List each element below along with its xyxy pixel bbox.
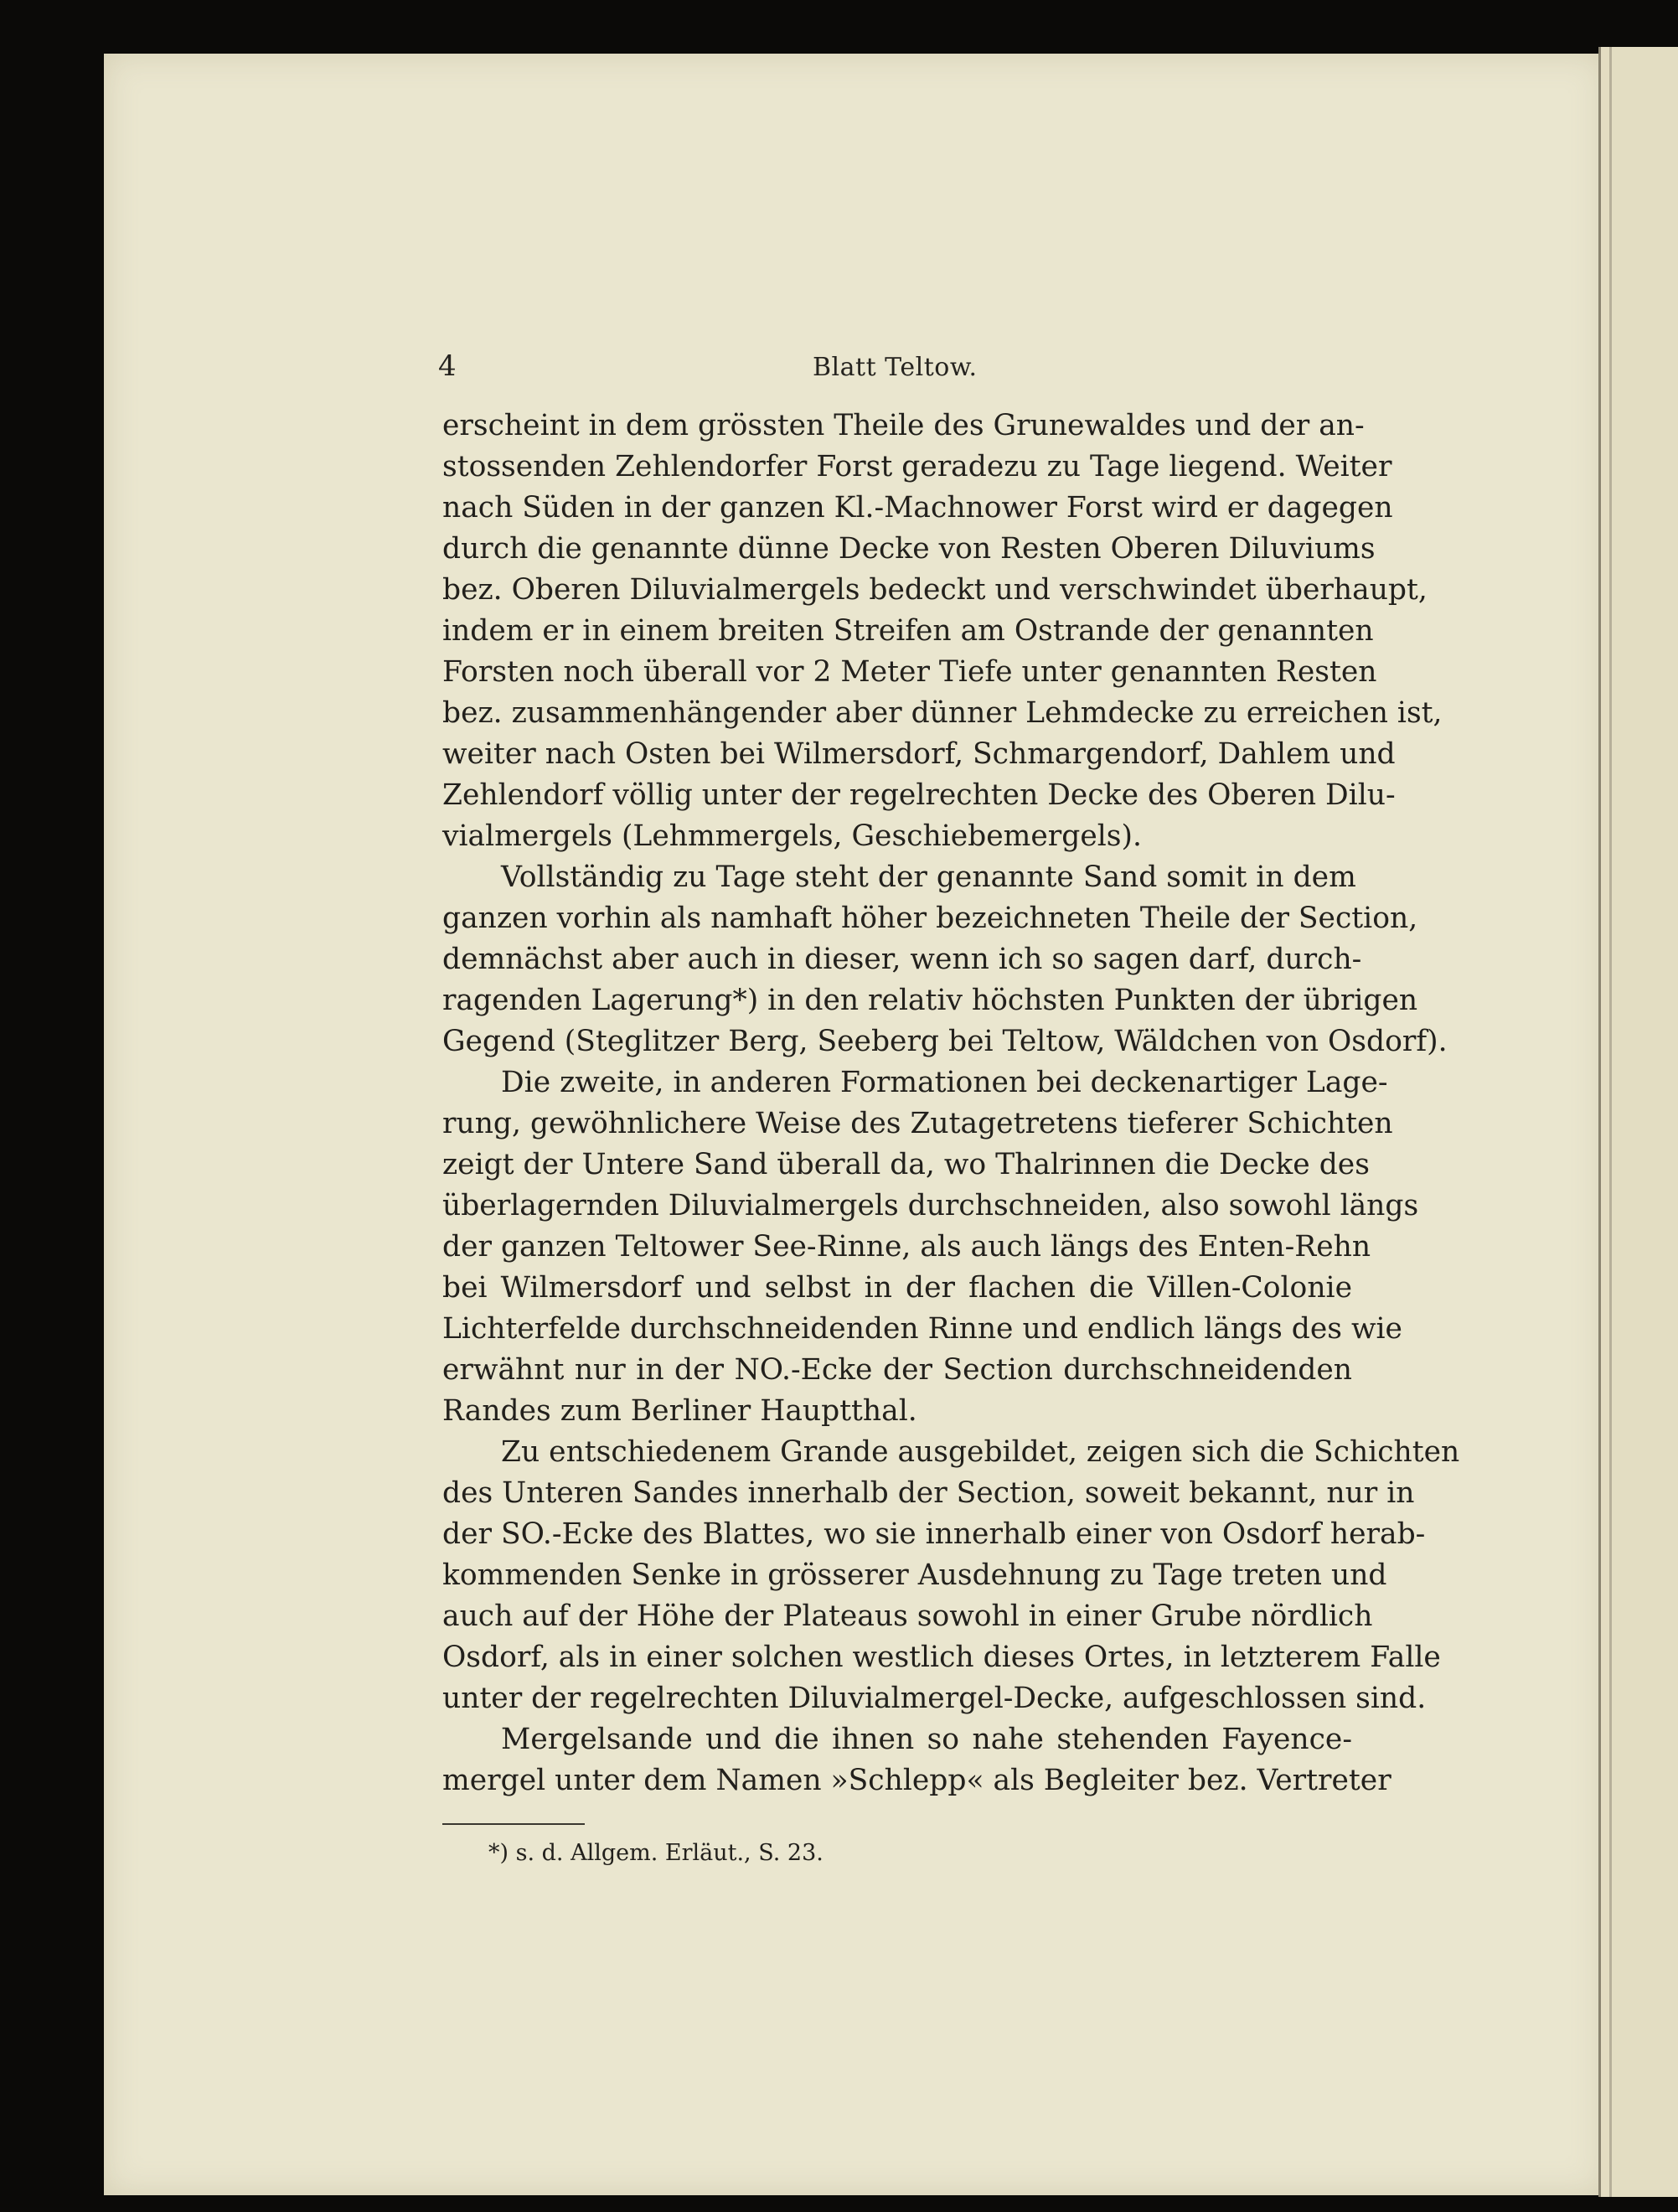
text-line: durch die genannte dünne Decke von Resten Oberen Diluviums (442, 532, 1376, 566)
text-line: auch auf der Höhe der Plateaus sowohl in einer Grube nördlich (442, 1600, 1373, 1633)
text-line: des Unteren Sandes innerhalb der Section, soweit bekannt, nur in (442, 1476, 1415, 1510)
running-title: Blatt Teltow. (813, 353, 978, 382)
running-head (0, 349, 1675, 391)
text-line: erscheint in dem grössten Theile des Grunewaldes und der an- (442, 409, 1365, 442)
text-line: Osdorf, als in einer solchen westlich dieses Ortes, in letzterem Falle (442, 1641, 1441, 1674)
text-line: der SO.-Ecke des Blattes, wo sie innerhalb einer von Osdorf herab- (442, 1517, 1426, 1551)
body-text (442, 406, 1460, 1801)
text-line: Lichterfelde durchschneidenden Rinne und endlich längs des wie (442, 1312, 1402, 1346)
text-line: überlagernden Diluvialmergels durchschneiden, also sowohl längs (442, 1189, 1419, 1222)
text-line: kommenden Senke in grösserer Ausdehnung zu Tage treten und (442, 1558, 1387, 1592)
text-line: Forsten noch überall vor 2 Meter Tiefe unter genannten Resten (442, 655, 1377, 689)
text-line: Vollständig zu Tage steht der genannte Sand somit in dem (501, 861, 1356, 894)
text-line: der ganzen Teltower See-Rinne, als auch längs des Enten-Rehn (442, 1230, 1371, 1264)
text-line: nach Süden in der ganzen Kl.-Machnower Forst wird er dagegen (442, 491, 1393, 525)
text-line: weiter nach Osten bei Wilmersdorf, Schmargendorf, Dahlem und (442, 737, 1396, 771)
text-line: ragenden Lagerung*) in den relativ höchsten Punkten der übrigen (442, 984, 1418, 1017)
text-line: Mergelsande und die ihnen so nahe stehenden Fayence- (501, 1723, 1352, 1756)
footnote: *) s. d. Allgem. Erläut., S. 23. (488, 1840, 824, 1866)
text-line: mergel unter dem Namen »Schlepp« als Begleiter bez. Vertreter (442, 1764, 1391, 1797)
footnote-rule (442, 1823, 585, 1825)
text-line: erwähnt nur in der NO.-Ecke der Section durchschneidenden (442, 1353, 1352, 1387)
text-line: rung, gewöhnlichere Weise des Zutagetretens tieferer Schichten (442, 1107, 1393, 1140)
text-line: zeigt der Untere Sand überall da, wo Thalrinnen die Decke des (442, 1148, 1370, 1181)
text-line: vialmergels (Lehmmergels, Geschiebemergels). (442, 819, 1142, 853)
text-line: Die zweite, in anderen Formationen bei deckenartiger Lage- (501, 1066, 1388, 1099)
text-line: stossenden Zehlendorfer Forst geradezu zu Tage liegend. Weiter (442, 450, 1392, 483)
text-line: bez. zusammenhängender aber dünner Lehmdecke zu erreichen ist, (442, 696, 1443, 730)
text-line: demnächst aber auch in dieser, wenn ich so sagen darf, durch- (442, 943, 1362, 976)
text-line: unter der regelrechten Diluvialmergel-Decke, aufgeschlossen sind. (442, 1682, 1427, 1715)
text-line: Zehlendorf völlig unter der regelrechten Decke des Oberen Dilu- (442, 778, 1396, 812)
text-line: indem er in einem breiten Streifen am Ostrande der genannten (442, 614, 1374, 648)
text-line: ganzen vorhin als namhaft höher bezeichneten Theile der Section, (442, 902, 1418, 935)
text-line: bez. Oberen Diluvialmergels bedeckt und verschwindet überhaupt, (442, 573, 1428, 607)
text-line: Zu entschiedenem Grande ausgebildet, zeigen sich die Schichten (501, 1435, 1460, 1469)
text-line: bei Wilmersdorf und selbst in der flachen die Villen-Colonie (442, 1271, 1352, 1305)
text-line: Randes zum Berliner Hauptthal. (442, 1394, 917, 1428)
page-number: 4 (438, 349, 457, 383)
text-line: Gegend (Steglitzer Berg, Seeberg bei Teltow, Wäldchen von Osdorf). (442, 1025, 1448, 1058)
